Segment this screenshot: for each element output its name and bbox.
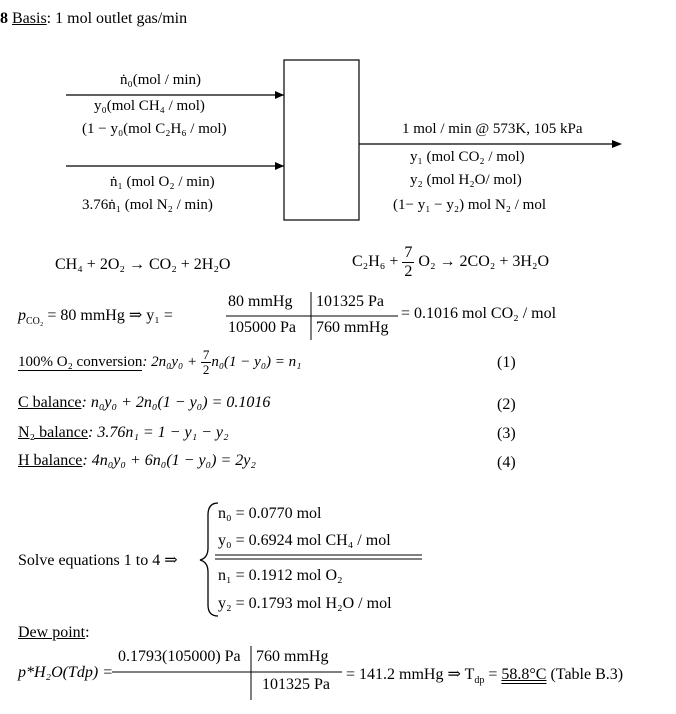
pco2-num1: 80 mmHg (228, 293, 293, 310)
pco2-result: = 0.1016 mol CO₂ / mol (401, 305, 557, 322)
dew-colon: : (85, 624, 90, 641)
in1-line1: ṅ₀(mol / min) (120, 72, 202, 88)
eq2-body: : n₀y₀ + 2n₀(1 − y₀) = 0.1016 (81, 394, 271, 411)
out-line4: (1− y₁ − y₂) mol N₂ / mol (393, 197, 547, 213)
eq4-number: (4) (497, 454, 516, 471)
pco2-p: p (18, 307, 26, 324)
eq3-body: : 3.76n₁ = 1 − y₁ − y₂ (87, 424, 229, 441)
solve-label: Solve equations 1 to 4 ⇒ (18, 552, 178, 569)
eq2-label: C balance (18, 394, 82, 411)
eq2-number: (2) (497, 396, 516, 413)
in1-line3: (1 − y₀(mol C₂H₆ / mol) (82, 121, 227, 137)
pco2-den2: 760 mmHg (316, 319, 389, 336)
eq4-body: : 4n₀y₀ + 6n₀(1 − y₀) = 2y₂ (82, 452, 256, 469)
dew-result (346, 664, 623, 686)
eq3-label: N₂ balance (18, 424, 88, 441)
reaction-2-right: O₂ → 2CO₂ + 3H₂O (418, 252, 550, 270)
solve-result-2: y₀ = 0.6924 mol CH₄ / mol (218, 532, 391, 549)
dew-result-pre: = 141.2 mmHg ⇒ T (346, 666, 475, 683)
eq1-frac-num: 7 (202, 347, 210, 362)
out-line3: y₂ (mol H₂O/ mol) (410, 172, 522, 188)
basis-label: Basis (12, 10, 47, 27)
dew-result-value: 58.8°C (501, 666, 547, 683)
dew-den2: 101325 Pa (262, 676, 330, 693)
in2-line1: ṅ₁ (mol O₂ / min) (110, 174, 215, 190)
reaction-2-frac-den: 2 (404, 262, 413, 280)
eq1-body-pre: : 2n₀y₀ + (142, 354, 198, 371)
dew-lhs: p*H₂O(Tdp) = (18, 664, 114, 681)
pco2-sub: CO₂ (26, 316, 44, 328)
eq3-number: (3) (497, 425, 516, 442)
dew-num2: 760 mmHg (256, 648, 329, 665)
dew-result-eq: = (484, 666, 502, 683)
reaction-2-left: C₂H₆ + (352, 252, 399, 270)
dew-num1: 0.1793(105000) Pa (118, 648, 241, 665)
reaction-2-frac-num: 7 (404, 244, 413, 261)
eq4-label: H balance (18, 452, 83, 469)
out-line1: 1 mol / min @ 573K, 105 kPa (402, 121, 583, 137)
problem-number: 8 (0, 10, 8, 27)
dew-label: Dew point (18, 624, 86, 641)
solve-result-1: n₀ = 0.0770 mol (218, 505, 322, 522)
eq1-frac-den: 2 (202, 362, 210, 378)
dew-result-sub: dp (474, 675, 485, 687)
eq1-body-post: n₀(1 − y₀) = n₁ (211, 354, 302, 371)
in1-line2: y₀(mol CH₄ / mol) (94, 98, 205, 114)
dew-result-post: (Table B.3) (546, 666, 624, 683)
in2-line2: 3.76ṅ₁ (mol N₂ / min) (82, 197, 213, 213)
eq1-label: 100% O₂ conversion (18, 354, 143, 371)
pco2-num2: 101325 Pa (316, 293, 384, 310)
solve-result-3: n₁ = 0.1912 mol O₂ (218, 567, 343, 584)
basis-text: : 1 mol outlet gas/min (46, 10, 188, 27)
pco2-eq: = 80 mmHg ⇒ y₁ = (43, 307, 173, 324)
eq1-number: (1) (497, 354, 516, 371)
out-line2: y₁ (mol CO₂ / mol) (410, 149, 525, 165)
solve-result-4: y₂ = 0.1793 mol H₂O / mol (218, 595, 392, 612)
pco2-den1: 105000 Pa (228, 319, 296, 336)
reaction-1: CH₄ + 2O₂ → CO₂ + 2H₂O (55, 256, 231, 273)
